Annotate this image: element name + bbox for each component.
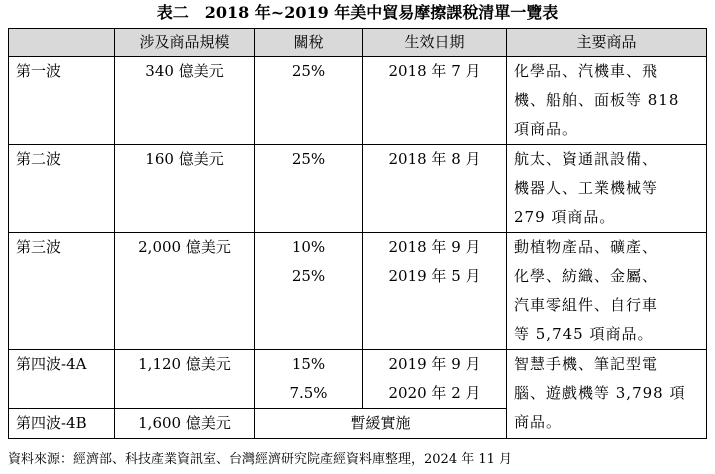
header-scale: 涉及商品規模 bbox=[115, 29, 255, 57]
tariff-cell bbox=[255, 350, 363, 409]
goods-line: 機器人、工業機械等 bbox=[514, 179, 659, 197]
goods-line: 汽車零組件、自行車 bbox=[514, 296, 659, 314]
tariff-value: 7.5% bbox=[289, 384, 328, 402]
wave-cell: 第二波 bbox=[9, 145, 115, 233]
date-cell bbox=[363, 233, 507, 350]
tariff-value: 15% bbox=[291, 355, 326, 373]
date-cell bbox=[363, 350, 507, 409]
table-row bbox=[9, 57, 707, 145]
header-row bbox=[9, 29, 707, 57]
goods-line: 項商品。 bbox=[514, 120, 579, 138]
table-row bbox=[9, 350, 707, 409]
scale-cell: 160 億美元 bbox=[115, 145, 255, 233]
tariff-value: 25% bbox=[291, 267, 326, 285]
tariff-value: 25% bbox=[291, 62, 326, 80]
goods-line: 智慧手機、筆記型電 bbox=[514, 355, 659, 373]
header-tariff: 關稅 bbox=[255, 29, 363, 57]
date-value: 2019 年 9 月 bbox=[388, 355, 481, 373]
tariff-value: 10% bbox=[291, 238, 326, 256]
date-cell bbox=[363, 145, 507, 233]
wave-cell: 第四波-4A bbox=[9, 350, 115, 409]
goods-line: 279 項商品。 bbox=[514, 208, 616, 226]
date-value: 2020 年 2 月 bbox=[388, 384, 481, 402]
date-value: 2018 年 7 月 bbox=[388, 62, 481, 80]
source-note: 資料來源：經濟部、科技產業資訊室、台灣經濟研究院產經資料庫整理，2024 年 11 月 bbox=[8, 452, 513, 467]
goods-line: 航太、資通訊設備、 bbox=[514, 150, 659, 168]
tariff-value: 25% bbox=[291, 150, 326, 168]
wave-cell: 第一波 bbox=[9, 57, 115, 145]
date-value: 2019 年 5 月 bbox=[388, 267, 481, 285]
goods-line: 化學品、汽機車、飛 bbox=[514, 62, 659, 80]
tariff-cell bbox=[255, 233, 363, 350]
goods-cell bbox=[507, 57, 707, 145]
date-value: 2018 年 8 月 bbox=[388, 150, 481, 168]
date-value: 2018 年 9 月 bbox=[388, 238, 481, 256]
scale-cell: 1,120 億美元 bbox=[115, 350, 255, 409]
date-cell bbox=[363, 57, 507, 145]
goods-cell bbox=[507, 233, 707, 350]
goods-line: 機、船舶、面板等 818 bbox=[514, 91, 680, 109]
wave-cell: 第四波-4B bbox=[9, 409, 115, 439]
goods-cell bbox=[507, 145, 707, 233]
table-row bbox=[9, 233, 707, 350]
scale-cell: 2,000 億美元 bbox=[115, 233, 255, 350]
goods-line: 腦、遊戲機等 3,798 項 bbox=[514, 384, 686, 402]
wave-cell: 第三波 bbox=[9, 233, 115, 350]
scale-cell: 1,600 億美元 bbox=[115, 409, 255, 439]
scale-cell: 340 億美元 bbox=[115, 57, 255, 145]
goods-cell bbox=[507, 350, 707, 439]
goods-line: 動植物產品、礦產、 bbox=[514, 238, 659, 256]
trade-tariff-table bbox=[8, 28, 707, 439]
goods-line: 等 5,745 項商品。 bbox=[514, 325, 654, 343]
goods-line: 化學、紡織、金屬、 bbox=[514, 267, 659, 285]
tariff-cell bbox=[255, 57, 363, 145]
table-row bbox=[9, 145, 707, 233]
goods-line: 商品。 bbox=[514, 413, 563, 431]
header-goods: 主要商品 bbox=[507, 29, 707, 57]
header-date: 生效日期 bbox=[363, 29, 507, 57]
table-title: 表二 2018 年~2019 年美中貿易摩擦課稅清單一覽表 bbox=[156, 3, 559, 22]
status-cell: 暫緩實施 bbox=[255, 409, 507, 439]
header-wave bbox=[9, 29, 115, 57]
tariff-cell bbox=[255, 145, 363, 233]
